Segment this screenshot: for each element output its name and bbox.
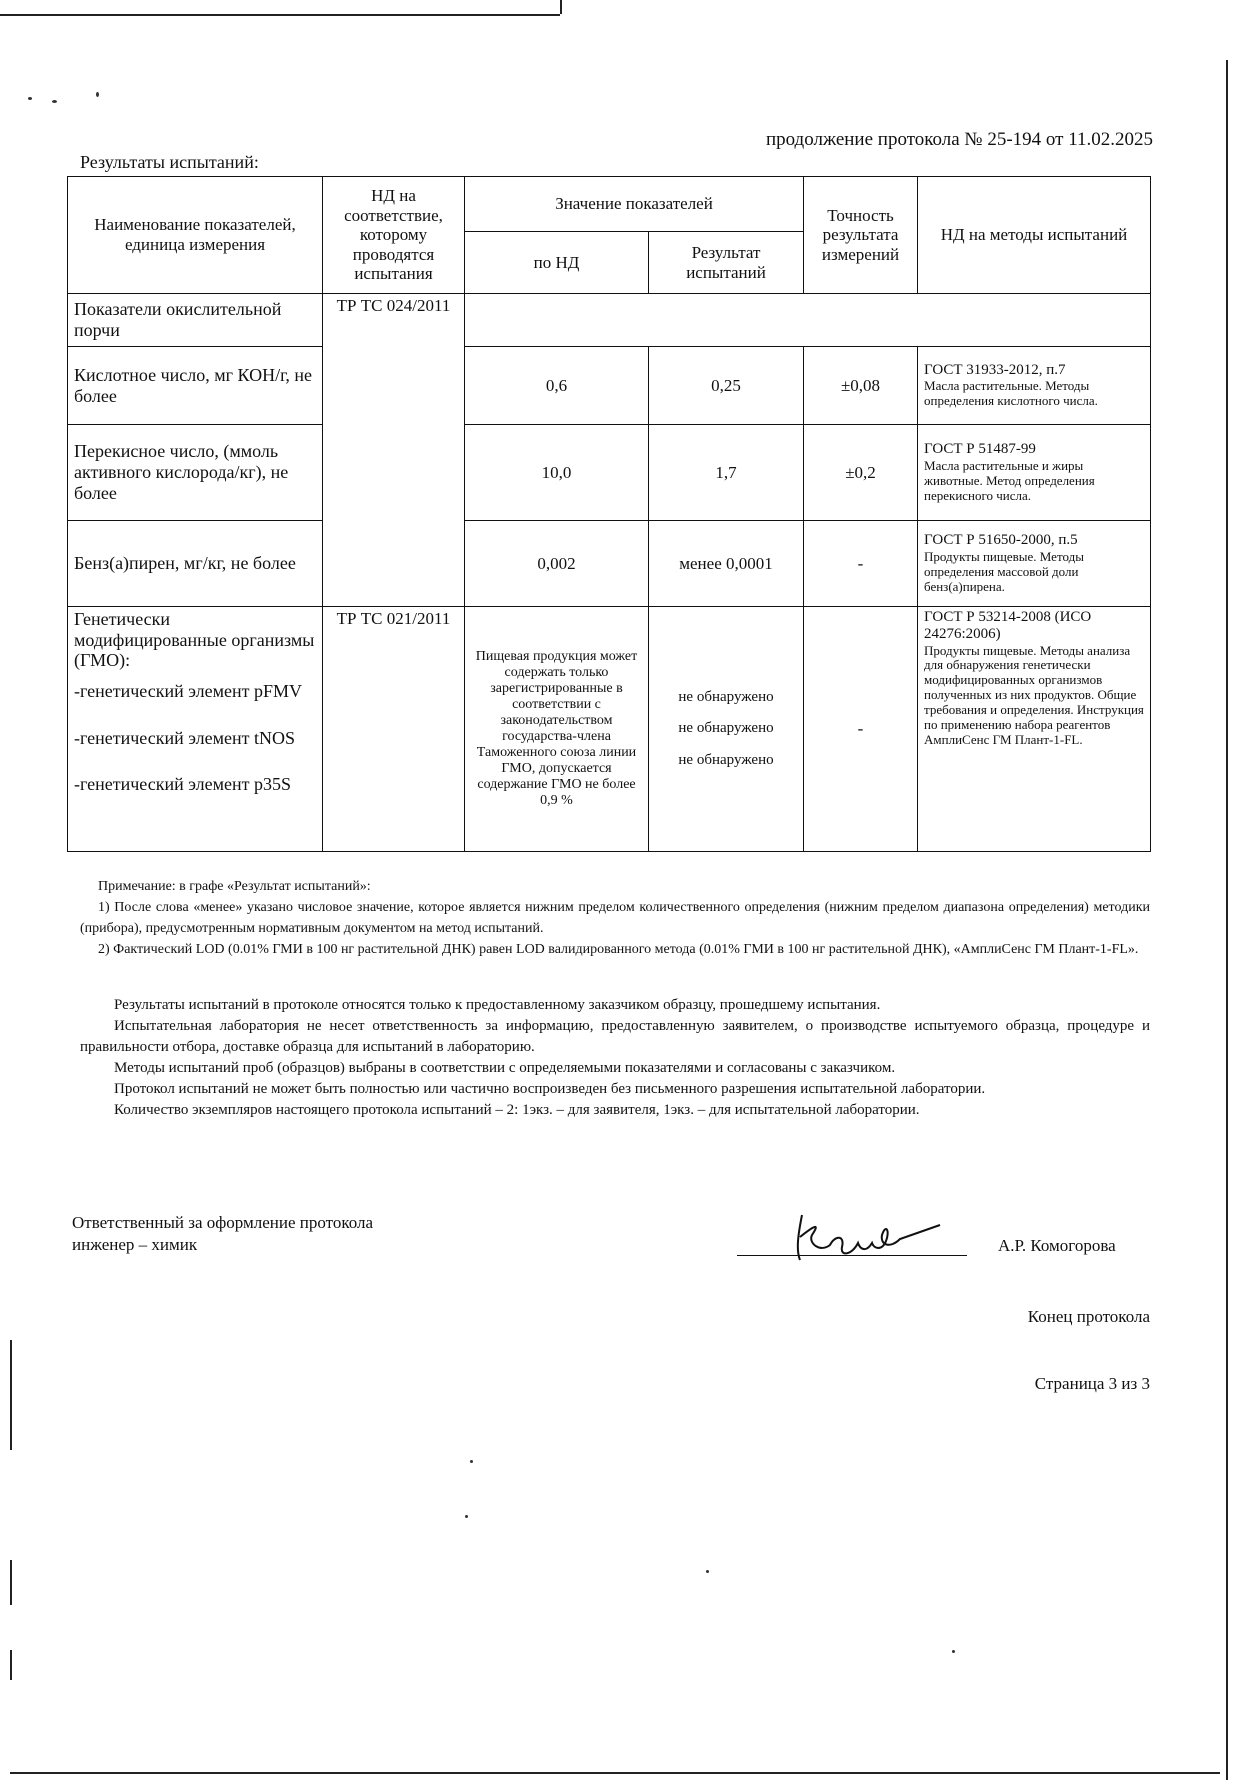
row-by-nd: 10,0 (465, 425, 649, 521)
statement: Количество экземпляров настоящего протокола испытаний – 2: 1экз. – для заявителя, 1экз. – для испытательной лаборатории. (114, 1102, 920, 1118)
row-method (918, 425, 1151, 521)
scan-speck (706, 1570, 709, 1573)
col-header-name: Наименование показателей, единица измерения (68, 177, 323, 294)
responsible-line-2: инженер – химик (72, 1235, 198, 1255)
gmo-elements (74, 681, 316, 795)
gmo-element: -генетический элемент tNOS (74, 727, 296, 748)
scan-speck (465, 1515, 468, 1518)
page-number: Страница 3 из 3 (1034, 1374, 1150, 1393)
col-header-nd-methods: НД на методы испытаний (918, 177, 1151, 294)
table-group-row (68, 294, 1151, 347)
method-desc: Масла растительные. Методы определения кислотного числа. (924, 378, 1098, 409)
gmo-name-cell (68, 607, 323, 852)
method-code: ГОСТ Р 51650-2000, п.5 (924, 532, 1078, 549)
row-result: менее 0,0001 (649, 521, 804, 607)
gmo-by-nd: Пищевая продукция может содержать только зарегистрированные в соответствии с законодательством государства-члена Таможенного союза линии ГМО, допускается содержание ГМО не более 0,9 % (465, 607, 649, 852)
gmo-element: -генетический элемент pFMV (74, 681, 303, 702)
scan-edge-top-vertical (560, 0, 562, 14)
scan-speck (52, 100, 57, 103)
row-name: Перекисное число, (ммоль активного кислорода/кг), не более (68, 425, 323, 521)
scan-speck (952, 1650, 955, 1653)
group-empty-cell (465, 294, 1151, 347)
row-accuracy: - (804, 521, 918, 607)
method-code: ГОСТ Р 53214-2008 (ИСО 24276:2006) (924, 609, 1092, 643)
gmo-results (649, 607, 804, 852)
statements-block (80, 995, 1150, 1121)
end-of-protocol: Конец протокола (1027, 1307, 1150, 1326)
protocol-continuation: продолжение протокола № 25-194 от 11.02.2025 (765, 129, 1153, 150)
gmo-method (918, 607, 1151, 852)
row-by-nd: 0,6 (465, 347, 649, 425)
table-row (68, 521, 1151, 607)
row-name: Кислотное число, мг КОН/г, не более (68, 347, 323, 425)
responsible-block (72, 1212, 373, 1256)
gmo-nd: ТР ТС 021/2011 (323, 607, 465, 852)
row-result: 1,7 (649, 425, 804, 521)
statement: Испытательная лаборатория не несет ответственность за информацию, предоставленную заявителем, о производстве испытуемого образца, процедуре и правильности отбора, доставке образца для испытаний в лабораторию. (80, 1018, 1150, 1055)
col-header-result: Результат испытаний (649, 232, 804, 294)
table-row (68, 425, 1151, 521)
col-header-by-nd: по НД (465, 232, 649, 294)
note-2: 2) Фактический LOD (0.01% ГМИ в 100 нг растительной ДНК) равен LOD валидированного метода (0.01% ГМИ в 100 нг растительной ДНК), «АмплиСенс ГМ Плант-1-FL». (98, 942, 1139, 957)
note-1: 1) После слова «менее» указано числовое значение, которое является нижним пределом количественного определения (нижним пределом диапазона определения) методики (прибора), предусмотренным нормативным документом на метод испытаний. (80, 900, 1150, 936)
row-accuracy: ±0,08 (804, 347, 918, 425)
gmo-result: не обнаружено (678, 720, 774, 737)
handwritten-signature (790, 1205, 950, 1270)
notes-title: Примечание: в графе «Результат испытаний»: (98, 879, 371, 894)
signature-line (737, 1255, 967, 1256)
row-method (918, 347, 1151, 425)
row-result: 0,25 (649, 347, 804, 425)
table-row-gmo (68, 607, 1151, 852)
method-code: ГОСТ 31933-2012, п.7 (924, 361, 1066, 378)
gmo-accuracy: - (804, 607, 918, 852)
col-header-nd-conformity: НД на соответствие, которому проводятся испытания (323, 177, 465, 294)
scan-edge-bottom (10, 1772, 1220, 1774)
group-title-oxidation: Показатели окислительной порчи (68, 294, 323, 347)
scan-edge-right (1226, 60, 1228, 1780)
scan-speck (96, 92, 99, 97)
signer-name: А.Р. Комогорова (998, 1236, 1116, 1255)
scan-speck (470, 1460, 473, 1463)
statement: Методы испытаний проб (образцов) выбраны в соответствии с определяемыми показателями и согласованы с заказчиком. (114, 1060, 896, 1076)
row-name: Бенз(а)пирен, мг/кг, не более (68, 521, 323, 607)
notes-block (80, 876, 1150, 960)
method-desc: Масла растительные и жиры животные. Метод определения перекисного числа. (924, 457, 1095, 503)
method-desc: Продукты пищевые. Методы определения массовой доли бенз(а)пирена. (924, 548, 1084, 594)
table-header-row (68, 177, 1151, 232)
scan-speck (28, 97, 32, 100)
statement: Протокол испытаний не может быть полностью или частично воспроизведен без письменного разрешения испытательной лаборатории. (114, 1081, 986, 1097)
scan-edge-left-3 (10, 1650, 12, 1680)
row-accuracy: ±0,2 (804, 425, 918, 521)
responsible-line-1: Ответственный за оформление протокола (72, 1213, 374, 1232)
method-desc: Продукты пищевые. Методы анализа для обнаружения генетически модифицированных организмов полученных из них продуктов. Общие требования и определения. Инструкция по применению набора реагентов АмплиСенс ГМ Плант-1-FL. (924, 642, 1144, 748)
scan-edge-top (0, 14, 560, 16)
gmo-title: Генетически модифицированные организмы (ГМО): (74, 609, 315, 671)
table-row (68, 347, 1151, 425)
results-table (67, 176, 1151, 852)
scan-edge-left-1 (10, 1340, 12, 1450)
results-title: Результаты испытаний: (80, 152, 259, 172)
row-method (918, 521, 1151, 607)
gmo-result: не обнаружено (678, 689, 774, 706)
col-header-accuracy: Точность результата измерений (804, 177, 918, 294)
gmo-element: -генетический элемент p35S (74, 774, 292, 795)
gmo-result: не обнаружено (678, 751, 774, 768)
row-by-nd: 0,002 (465, 521, 649, 607)
method-code: ГОСТ Р 51487-99 (924, 441, 1036, 458)
group-nd-oxidation: ТР ТС 024/2011 (323, 294, 465, 607)
statement: Результаты испытаний в протоколе относятся только к предоставленному заказчиком образцу, прошедшему испытания. (114, 997, 881, 1013)
scan-edge-left-2 (10, 1560, 12, 1605)
col-header-values: Значение показателей (465, 177, 804, 232)
